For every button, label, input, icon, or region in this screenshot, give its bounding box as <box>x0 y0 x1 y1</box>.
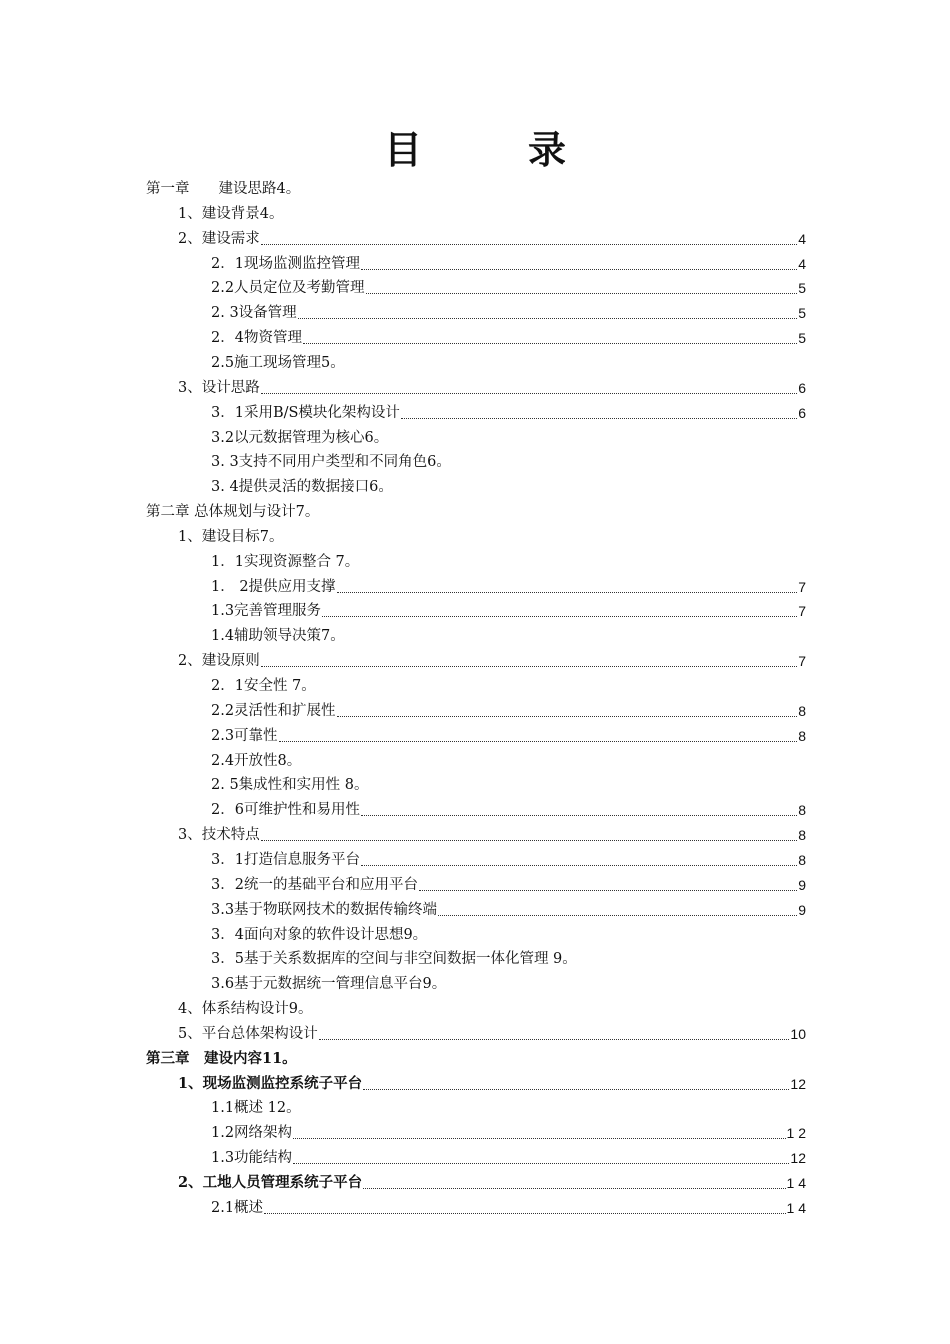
toc-entry[interactable] <box>178 199 283 223</box>
toc-entry[interactable] <box>211 795 806 819</box>
toc-entry-title: 3.3基于物联网技术的数据传输终端 <box>211 901 438 918</box>
toc-entry-title: 2、建设原则 <box>178 653 260 670</box>
toc-entry[interactable] <box>211 447 451 471</box>
toc-leader-dots <box>363 1187 785 1189</box>
toc-entry[interactable] <box>211 969 446 993</box>
toc-leader-dots <box>261 392 797 394</box>
toc-leader-dots <box>264 1212 785 1214</box>
toc-entry-page: 8 <box>798 802 806 819</box>
toc-entry[interactable] <box>178 1168 806 1192</box>
toc-entry[interactable] <box>178 820 806 844</box>
toc-entry-title: 1.4辅助领导决策7。 <box>211 628 345 645</box>
toc-entry-page: 6 <box>798 404 806 421</box>
toc-entry[interactable] <box>211 348 345 372</box>
toc-entry[interactable] <box>211 1093 301 1117</box>
toc-entry[interactable] <box>211 249 806 273</box>
toc-entry-title: 2. 5集成性和实用性 8。 <box>211 777 369 794</box>
toc-entry-page: 8 <box>798 702 806 719</box>
toc-entry-title: 2．1现场监测监控管理 <box>211 255 360 272</box>
toc-entry-title: 1． 2提供应用支撑 <box>211 578 336 595</box>
toc-leader-dots <box>261 839 797 841</box>
toc-leader-dots <box>303 342 797 344</box>
toc-entry-title: 1、建设目标7。 <box>178 528 284 545</box>
toc-entry[interactable] <box>211 770 369 794</box>
toc-entry-title: 3．2统一的基础平台和应用平台 <box>211 876 418 893</box>
toc-entry-page: 12 <box>790 1150 806 1167</box>
toc-leader-dots <box>261 243 797 245</box>
toc-entry-title: 4、体系结构设计9。 <box>178 1001 313 1018</box>
toc-entry-title: 1、建设背景4。 <box>178 205 284 222</box>
toc-entry-page: 7 <box>798 578 806 595</box>
toc-entry-title: 3．4面向对象的软件设计思想9。 <box>211 926 428 943</box>
toc-entry-title: 2．1安全性 7。 <box>211 678 316 694</box>
toc-leader-dots <box>363 1088 789 1090</box>
toc-entry[interactable] <box>178 522 283 546</box>
toc-entry-title: 第一章 建设思路4。 <box>146 181 301 197</box>
toc-entry-title: 3、技术特点 <box>178 827 260 844</box>
toc-entry[interactable] <box>211 298 806 322</box>
toc-entry-title: 2.2人员定位及考勤管理 <box>211 280 365 297</box>
toc-entry-page: 1 2 <box>786 1125 806 1142</box>
toc-entry[interactable] <box>211 398 806 422</box>
toc-entry-page: 7 <box>798 653 806 670</box>
toc-entry[interactable] <box>211 696 806 720</box>
toc-entry-title: 3.6基于元数据统一管理信息平台9。 <box>211 976 447 993</box>
toc-leader-dots <box>279 740 798 742</box>
toc-entry-title: 3．1打造信息服务平台 <box>211 851 360 868</box>
toc-leader-dots <box>337 591 798 593</box>
toc-entry-title: 2.3可靠性 <box>211 727 278 744</box>
toc-entry-page: 12 <box>790 1075 806 1092</box>
toc-leader-dots <box>361 864 797 866</box>
toc-entry-title: 1.3功能结构 <box>211 1150 293 1167</box>
toc-entry-title: 1.2网络架构 <box>211 1125 293 1142</box>
toc-entry[interactable] <box>211 572 806 596</box>
toc-leader-dots <box>361 268 797 270</box>
toc-entry-page: 9 <box>798 876 806 893</box>
toc-entry-title: 2、工地人员管理系统子平台 <box>178 1174 363 1191</box>
toc-entry[interactable] <box>178 646 806 670</box>
toc-entry[interactable] <box>178 1069 806 1093</box>
toc-leader-dots <box>401 417 797 419</box>
toc-entry-title: 3、设计思路 <box>178 379 260 396</box>
toc-entry-title: 1、现场监测监控系统子平台 <box>178 1074 363 1092</box>
toc-entry[interactable] <box>211 870 806 894</box>
toc-entry[interactable] <box>211 423 388 447</box>
toc-entry-title: 3. 3支持不同用户类型和不同角色6。 <box>211 454 451 471</box>
toc-leader-dots <box>319 1038 790 1040</box>
toc-entry[interactable] <box>211 845 806 869</box>
toc-entry-title: 2.4开放性8。 <box>211 752 302 769</box>
toc-entry-title: 2.2灵活性和扩展性 <box>211 702 336 719</box>
toc-entry-page: 1 4 <box>786 1175 806 1191</box>
toc-entry-title: 3. 4提供灵活的数据接口6。 <box>211 479 393 496</box>
toc-entry-title: 1．1实现资源整合 7。 <box>211 553 360 570</box>
toc-entry-title: 第三章 建设内容11。 <box>146 1049 297 1067</box>
toc-entry-page: 4 <box>798 230 806 247</box>
toc-entry[interactable] <box>146 174 300 198</box>
toc-entry[interactable] <box>211 323 806 347</box>
toc-entry[interactable] <box>178 994 312 1018</box>
toc-entry[interactable] <box>211 721 806 745</box>
toc-entry[interactable] <box>146 497 319 521</box>
toc-entry-page: 8 <box>798 851 806 868</box>
toc-entry-page: 1 4 <box>786 1199 806 1216</box>
toc-entry[interactable] <box>211 1118 806 1142</box>
toc-entry[interactable] <box>178 1019 806 1043</box>
toc-leader-dots <box>298 317 798 319</box>
toc-entry[interactable] <box>211 1193 806 1217</box>
toc-leader-dots <box>337 715 798 717</box>
toc-entry-title: 3.2以元数据管理为核心6。 <box>211 429 389 446</box>
toc-entry-title: 2. 3设备管理 <box>211 305 297 322</box>
toc-entry-page: 9 <box>798 901 806 918</box>
toc-entry-title: 2．4物资管理 <box>211 330 302 347</box>
toc-entry-title: 2、建设需求 <box>178 230 260 247</box>
toc-entry-title: 第二章 总体规划与设计7。 <box>146 504 320 521</box>
toc-entry[interactable] <box>211 1143 806 1167</box>
toc-leader-dots <box>438 914 797 916</box>
toc-entry[interactable] <box>211 621 345 645</box>
toc-entry[interactable] <box>146 1044 297 1068</box>
toc-leader-dots <box>261 665 797 667</box>
toc-entry[interactable] <box>211 746 301 770</box>
toc-entry-page: 8 <box>798 827 806 844</box>
page-title: 目 录 <box>383 127 600 172</box>
toc-entry-page: 5 <box>798 305 806 322</box>
toc-entry-title: 1.1概述 12。 <box>211 1100 301 1117</box>
toc-entry-title: 1.3完善管理服务 <box>211 603 322 620</box>
toc-entry-page: 5 <box>798 330 806 347</box>
toc-entry[interactable] <box>211 671 316 695</box>
toc-leader-dots <box>293 1162 789 1164</box>
toc-entry[interactable] <box>211 920 427 944</box>
toc-entry-title: 2.1概述 <box>211 1199 264 1216</box>
toc-entry-page: 5 <box>798 280 806 297</box>
toc-entry[interactable] <box>211 472 393 496</box>
toc-leader-dots <box>366 292 798 294</box>
toc-entry-page: 10 <box>790 1025 806 1042</box>
toc-entry-page: 7 <box>798 603 806 620</box>
toc-entry-title: 5、平台总体架构设计 <box>178 1025 318 1042</box>
toc-entry[interactable] <box>211 596 806 620</box>
toc-entry-page: 6 <box>798 379 806 396</box>
toc-entry[interactable] <box>211 895 806 919</box>
toc-entry[interactable] <box>211 273 806 297</box>
toc-leader-dots <box>361 814 797 816</box>
toc-entry[interactable] <box>178 373 806 397</box>
toc-entry-title: 3．5基于关系数据库的空间与非空间数据一体化管理 9。 <box>211 951 577 968</box>
toc-entry[interactable] <box>178 224 806 248</box>
toc-entry-title: 2．6可维护性和易用性 <box>211 802 360 819</box>
toc-leader-dots <box>322 615 797 617</box>
toc-entry-page: 4 <box>798 255 806 272</box>
toc-entry[interactable] <box>211 944 577 968</box>
toc-entry-page: 8 <box>798 727 806 744</box>
toc-entry-title: 2.5施工现场管理5。 <box>211 354 345 371</box>
toc-entry-title: 3．1采用B/S模块化架构设计 <box>211 404 400 421</box>
toc-entry[interactable] <box>211 547 359 571</box>
toc-leader-dots <box>419 889 797 891</box>
toc-leader-dots <box>293 1137 785 1139</box>
